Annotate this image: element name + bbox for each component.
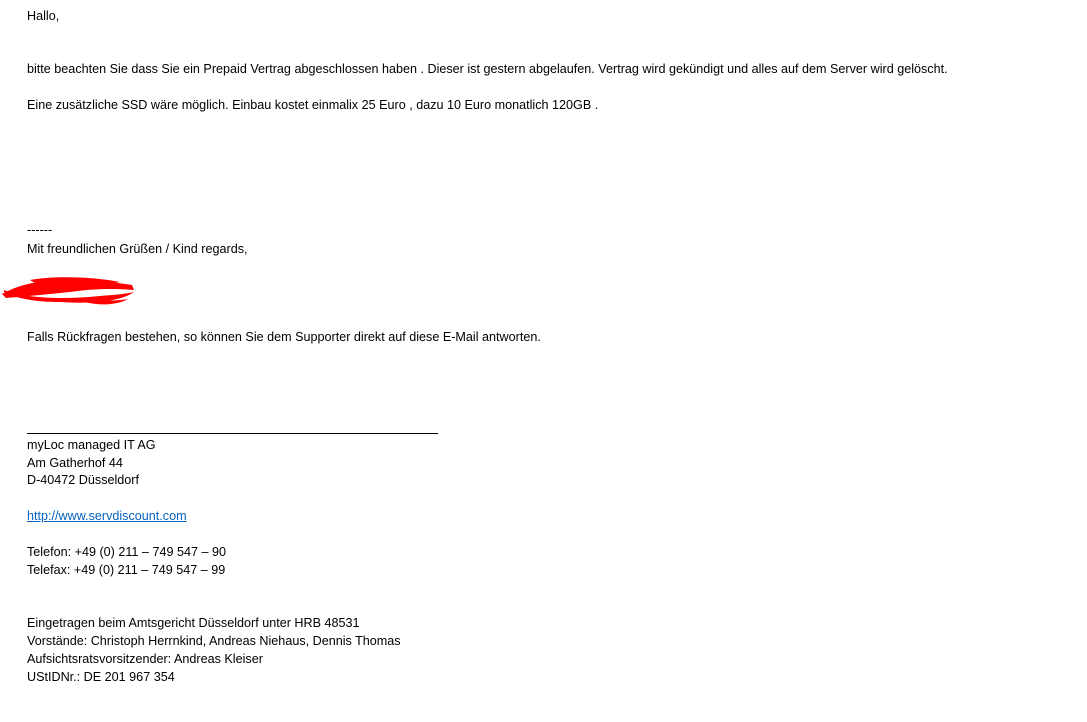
company-name: myLoc managed IT AG [27,438,156,452]
vat-id: UStIDNr.: DE 201 967 354 [27,670,175,684]
ssd-offer-text: Eine zusätzliche SSD wäre möglich. Einbau kostet einmalix 25 Euro , dazu 10 Euro monatlich 120GB . [27,98,599,112]
contract-notice-text: bitte beachten Sie dass Sie ein Prepaid Vertrag abgeschlossen haben . Dieser ist gestern abgelaufen. Vertrag wird gekündigt und alles auf dem Server wird gelöscht. [27,62,948,76]
phone-number: Telefon: +49 (0) 211 – 749 547 – 90 [27,545,226,559]
redaction-scribble [0,272,140,308]
greeting-text: Hallo, [27,9,60,23]
signature-divider [27,433,438,434]
company-city: D-40472 Düsseldorf [27,473,140,487]
board-members: Vorstände: Christoph Herrnkind, Andreas Niehaus, Dennis Thomas [27,634,401,648]
signature-separator: ------ [27,223,53,237]
company-street: Am Gatherhof 44 [27,456,123,470]
supervisory-chair: Aufsichtsratsvorsitzender: Andreas Kleiser [27,652,263,666]
website-link[interactable]: http://www.servdiscount.com [27,509,187,523]
fax-number: Telefax: +49 (0) 211 – 749 547 – 99 [27,563,226,577]
reply-note-text: Falls Rückfragen bestehen, so können Sie dem Supporter direkt auf diese E-Mail antworten. [27,330,541,344]
register-info: Eingetragen beim Amtsgericht Düsseldorf unter HRB 48531 [27,616,360,630]
closing-text: Mit freundlichen Grüßen / Kind regards, [27,242,248,256]
